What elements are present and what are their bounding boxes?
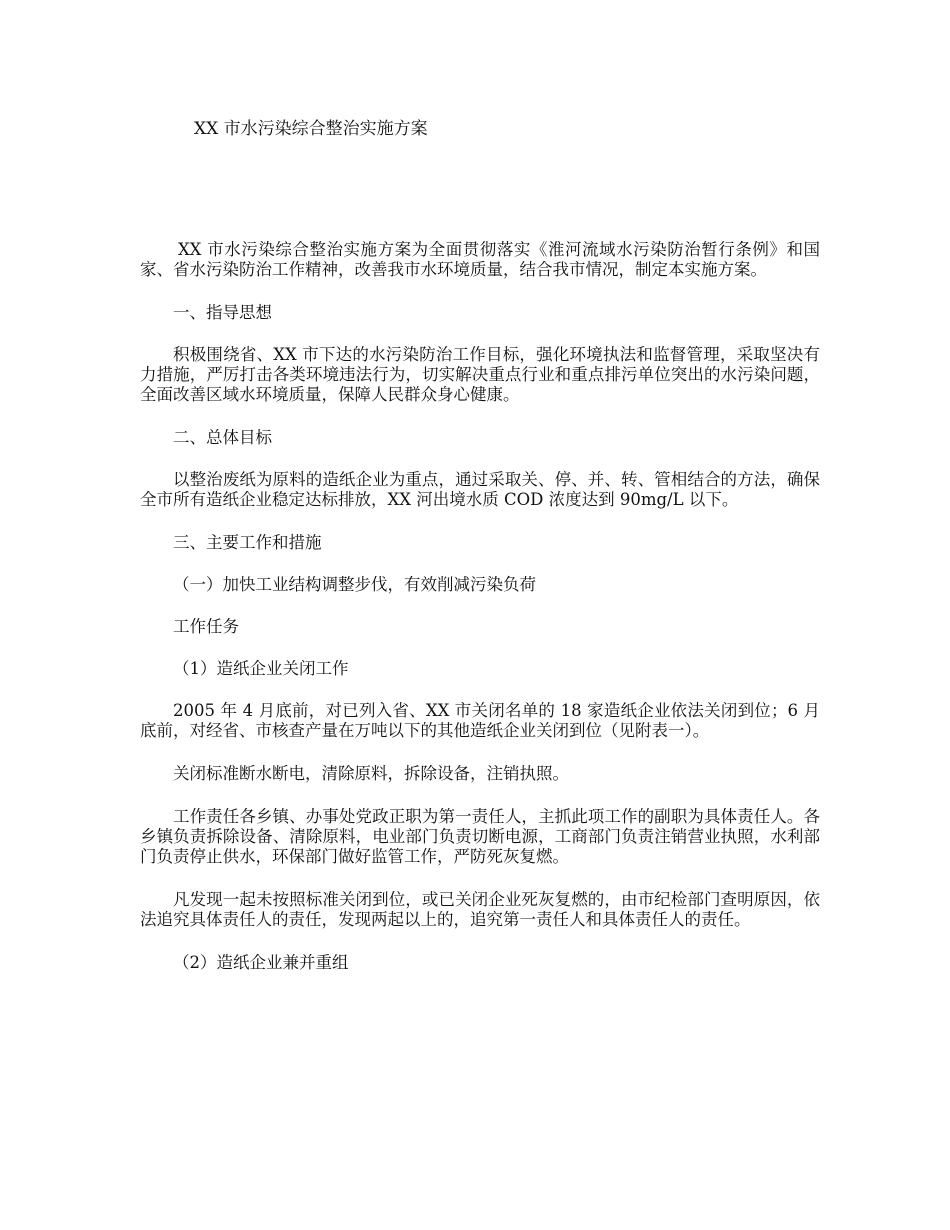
section-heading-main-work: 三、主要工作和措施 bbox=[173, 533, 322, 552]
item-heading-closure: （1）造纸企业关闭工作 bbox=[173, 659, 349, 678]
paragraph-closure-standard: 关闭标准断水断电，清除原料，拆除设备，注销执照。 bbox=[173, 764, 569, 783]
paragraph-responsibility: 工作责任各乡镇、办事处党政正职为第一责任人，主抓此项工作的副职为具体责任人。各乡镇负责拆除设备、清除原料，电业部门负责切断电源，工商部门负责注销营业执照，水利部门负责停止供水，环保部门做好监管工作，严防死灰复燃。 bbox=[140, 807, 820, 866]
label-work-tasks: 工作任务 bbox=[173, 617, 239, 636]
item-heading-merger: （2）造纸企业兼并重组 bbox=[173, 953, 349, 972]
paragraph-overall-goal: 以整治废纸为原料的造纸企业为重点，通过采取关、停、并、转、管相结合的方法，确保全市所有造纸企业稳定达标排放，XX 河出境水质 COD 浓度达到 90mg/L 以下。 bbox=[140, 470, 820, 509]
paragraph-guiding-ideology: 积极围绕省、XX 市下达的水污染防治工作目标，强化环境执法和监督管理，采取坚决有力措施，严厉打击各类环境违法行为，切实解决重点行业和重点排污单位突出的水污染问题，全面改善区域水环境质量，保障人民群众身心健康。 bbox=[140, 345, 820, 404]
paragraph-closure-deadline: 2005 年 4 月底前，对已列入省、XX 市关闭名单的 18 家造纸企业依法关闭到位；6 月底前，对经省、市核查产量在万吨以下的其他造纸企业关闭到位（见附表一）。 bbox=[140, 701, 820, 740]
subsection-heading-structure-adjustment: （一）加快工业结构调整步伐，有效削减污染负荷 bbox=[173, 575, 536, 594]
document-body bbox=[140, 240, 820, 995]
paragraph-accountability: 凡发现一起未按照标准关闭到位，或已关闭企业死灰复燃的，由市纪检部门查明原因，依法追究具体责任人的责任，发现两起以上的，追究第一责任人和具体责任人的责任。 bbox=[140, 890, 820, 929]
intro-paragraph: XX 市水污染综合整治实施方案为全面贯彻落实《淮河流域水污染防治暂行条例》和国家、省水污染防治工作精神，改善我市水环境质量，结合我市情况，制定本实施方案。 bbox=[140, 240, 820, 279]
section-heading-overall-goal: 二、总体目标 bbox=[173, 428, 272, 447]
document-title: XX 市水污染综合整治实施方案 bbox=[194, 119, 428, 139]
section-heading-guiding-ideology: 一、指导思想 bbox=[173, 303, 272, 322]
